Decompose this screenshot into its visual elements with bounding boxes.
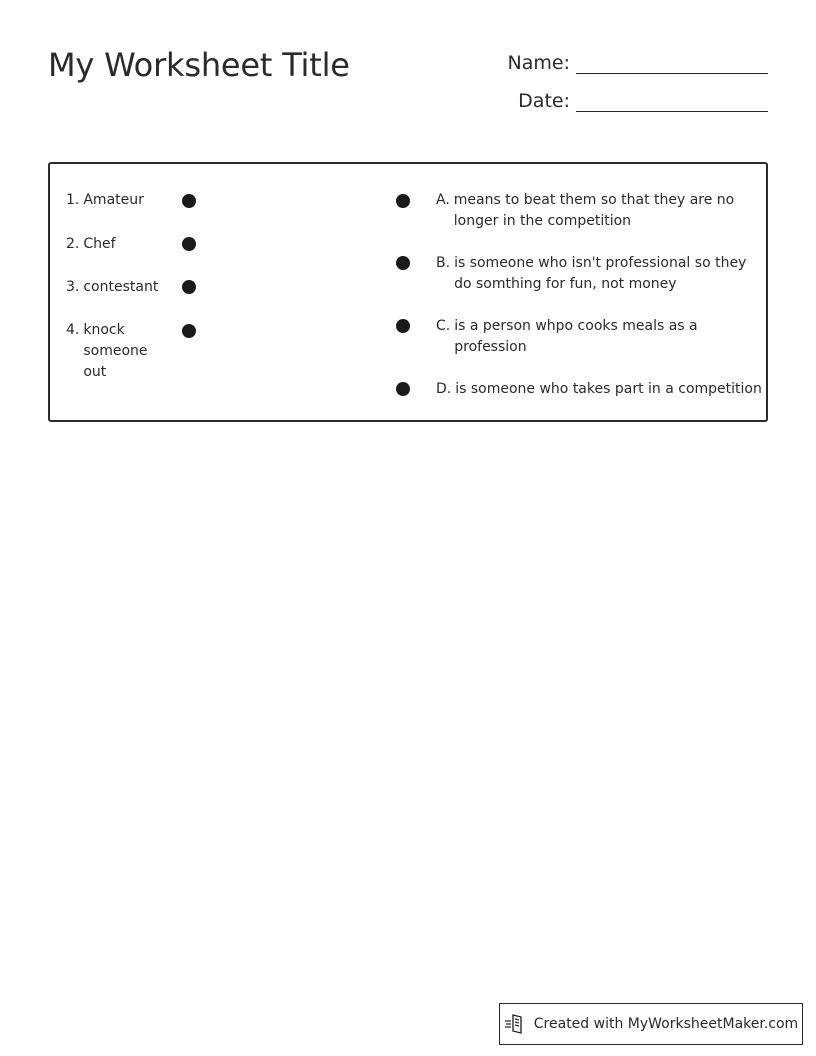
term-match-dot[interactable] [182, 324, 196, 338]
definition-text: is a person whpo cooks meals as a profession [454, 318, 698, 355]
definition-letter: B. [436, 255, 451, 271]
term-item [66, 277, 166, 298]
term-text: knock someone out [83, 322, 148, 380]
definition-match-dot[interactable] [396, 382, 410, 396]
term-number: 1. [66, 192, 80, 208]
definition-text: means to beat them so that they are no longer in the competition [453, 192, 735, 229]
definition-letter: A. [436, 192, 450, 208]
date-label: Date: [518, 90, 570, 112]
term-item [66, 234, 166, 255]
term-match-dot[interactable] [182, 194, 196, 208]
name-field [508, 52, 768, 74]
definition-item [436, 316, 760, 358]
definition-match-dot[interactable] [396, 194, 410, 208]
definition-match-dot[interactable] [396, 256, 410, 270]
definition-item [436, 379, 766, 400]
term-item [66, 320, 152, 383]
name-label: Name: [507, 52, 570, 74]
name-blank-line [576, 55, 768, 74]
created-with-badge[interactable] [499, 1003, 803, 1045]
definition-item [436, 190, 760, 232]
date-blank-line [576, 93, 768, 112]
term-match-dot[interactable] [182, 280, 196, 294]
date-field [518, 90, 768, 112]
definition-letter: C. [436, 318, 451, 334]
footer-text: Created with MyWorksheetMaker.com [533, 1016, 799, 1032]
term-text: contestant [83, 279, 159, 295]
term-number: 3. [66, 279, 80, 295]
definition-item [436, 253, 760, 295]
term-text: Amateur [83, 192, 144, 208]
term-item [66, 190, 166, 211]
definition-match-dot[interactable] [396, 319, 410, 333]
term-match-dot[interactable] [182, 237, 196, 251]
worksheet-maker-logo-icon [504, 1013, 526, 1035]
matching-exercise-box [48, 162, 768, 422]
term-text: Chef [83, 236, 116, 252]
definition-text: is someone who isn't professional so they do somthing for fun, not money [454, 255, 747, 292]
worksheet-title: My Worksheet Title [48, 46, 350, 84]
definition-letter: D. [436, 381, 452, 397]
definition-text: is someone who takes part in a competition [455, 381, 762, 397]
term-number: 2. [66, 236, 80, 252]
term-number: 4. [66, 322, 80, 338]
